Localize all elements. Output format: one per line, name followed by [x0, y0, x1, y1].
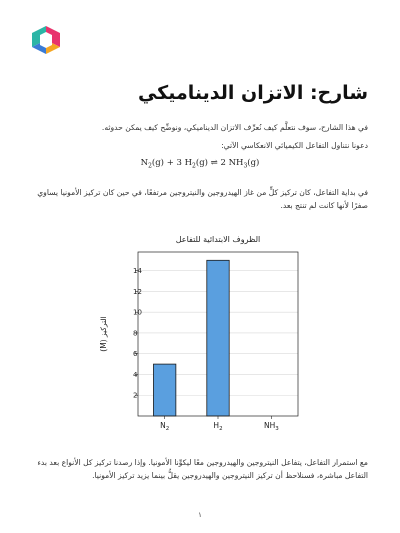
logo-icon	[30, 24, 62, 56]
bar-n2	[153, 364, 175, 416]
y-tick-label: 4	[133, 370, 138, 379]
y-tick-label: 12	[133, 287, 142, 296]
initial-conditions-paragraph: في بداية التفاعل، كان تركيز كلٍّ من غاز الهيدروجين والنيتروجين مرتفعًا، في حين كان تركيز الأمونيا يساوي صفرًا لأنها كانت لم تنتج بعد.	[37, 188, 368, 210]
chart-title: الظروف الابتدائية للتفاعل	[175, 235, 261, 244]
invite-paragraph: دعونا نتناول التفاعل الكيميائي الانعكاسي الآتي:	[221, 141, 368, 150]
intro-paragraph: في هذا الشارح، سوف نتعلَّم كيف نُعرِّف الاتزان الديناميكي، ونوضِّح كيف يمكن حدوثه.	[101, 123, 368, 132]
reaction-equation: $N_2(g) + 3$ $H_2(g)$ ⇌ 2 $NH_3(g)$	[140, 158, 260, 170]
bar-h2	[207, 260, 229, 416]
x-tick-label: $NH_3$	[263, 421, 279, 432]
y-tick-label: 6	[133, 350, 138, 359]
page-number: ١	[198, 511, 202, 519]
equilibrium-arrow: ⇌	[210, 158, 218, 168]
x-tick-label: $H_2$	[213, 421, 223, 432]
x-tick-label: $N_2$	[160, 421, 170, 432]
y-tick-label: 8	[133, 329, 138, 338]
site-logo[interactable]	[30, 24, 62, 56]
page-title: شارح: الاتزان الديناميكي	[137, 82, 368, 104]
y-tick-label: 14	[133, 267, 142, 276]
y-tick-label: 10	[133, 308, 142, 317]
y-tick-label: 2	[133, 391, 138, 400]
y-axis-label: التركيز (M)	[99, 316, 108, 352]
concentration-bar-chart	[80, 228, 320, 438]
continuation-paragraph: مع استمرار التفاعل، يتفاعل النيتروجين والهيدروجين معًا ليكوِّنا الأمونيا. وإذا رصدنا تركيز كل الأنواع بعد بدء التفاعل مباشرة، فسنلاحظ أن تركيز النيتروجين والهيدروجين يقلُّ بينما يزيد تركيز الأمونيا.	[37, 458, 368, 480]
